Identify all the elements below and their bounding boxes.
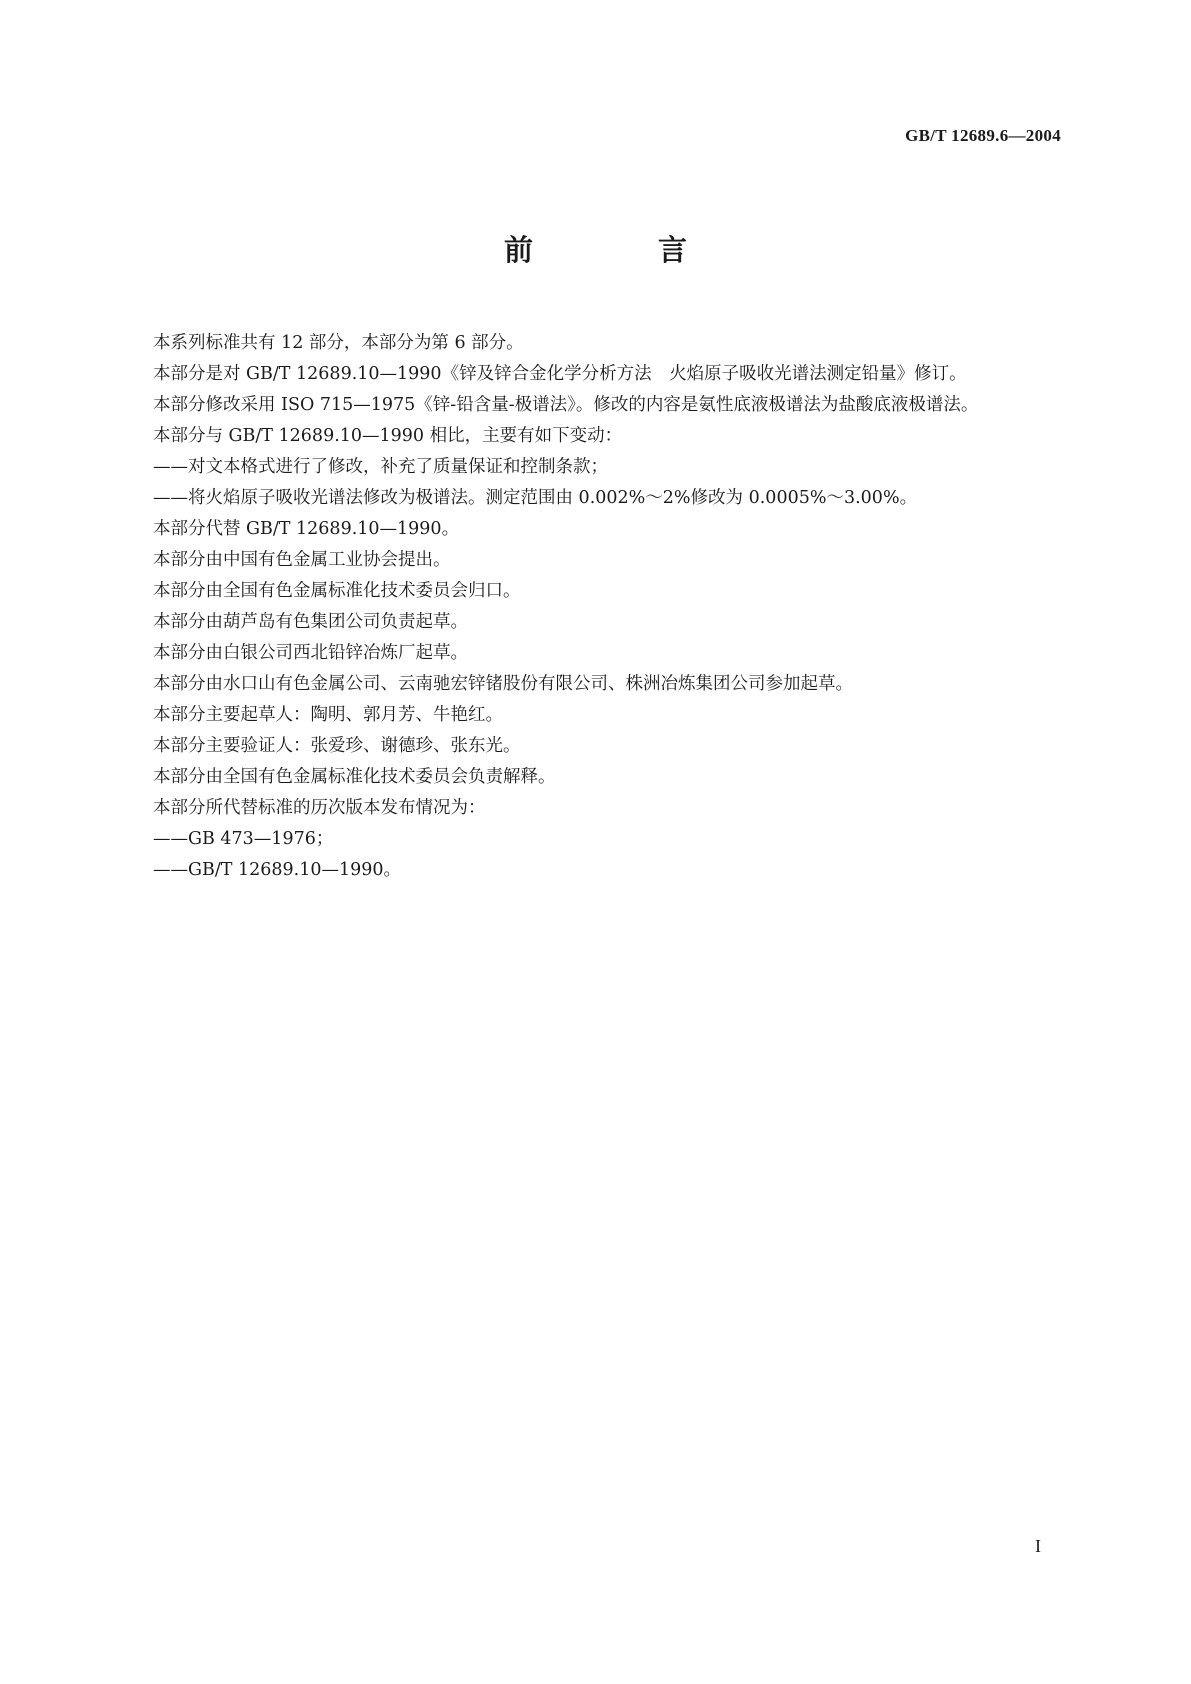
page-number: I xyxy=(1035,1536,1041,1556)
history-list-item: ——GB/T 12689.10—1990。 xyxy=(153,860,402,880)
paragraph: 本部分由白银公司西北铅锌冶炼厂起草。 xyxy=(153,643,468,663)
paragraph: 本部分代替 GB/T 12689.10—1990。 xyxy=(153,519,460,539)
paragraph: 本部分修改采用 ISO 715—1975《锌-铅含量-极谱法》。修改的内容是氨性底液极谱法为盐酸底液极谱法。 xyxy=(153,395,979,415)
change-list-item: ——将火焰原子吸收光谱法修改为极谱法。测定范围由 0.002%～2%修改为 0.0005%～3.00%。 xyxy=(153,488,918,508)
history-list-item: ——GB 473—1976； xyxy=(153,829,334,849)
paragraph: 本部分所代替标准的历次版本发布情况为： xyxy=(153,798,486,818)
paragraph: 本部分与 GB/T 12689.10—1990 相比，主要有如下变动： xyxy=(153,426,623,446)
paragraph: 本部分由全国有色金属标准化技术委员会归口。 xyxy=(153,581,521,601)
paragraph: 本部分由水口山有色金属公司、云南驰宏锌锗股份有限公司、株洲冶炼集团公司参加起草。 xyxy=(153,674,853,694)
foreword-body xyxy=(118,328,1066,886)
page-title: 前 言 xyxy=(503,233,735,267)
paragraph: 本系列标准共有 12 部分，本部分为第 6 部分。 xyxy=(153,333,524,353)
standard-number: GB/T 12689.6—2004 xyxy=(905,126,1061,145)
paragraph: 本部分是对 GB/T 12689.10—1990《锌及锌合金化学分析方法 火焰原子吸收光谱法测定铅量》修订。 xyxy=(153,364,967,384)
paragraph: 本部分由葫芦岛有色集团公司负责起草。 xyxy=(153,612,468,632)
change-list-item: ——对文本格式进行了修改，补充了质量保证和控制条款； xyxy=(153,457,608,477)
paragraph: 本部分由全国有色金属标准化技术委员会负责解释。 xyxy=(153,767,556,787)
paragraph: 本部分主要验证人：张爱珍、谢德珍、张东光。 xyxy=(153,736,521,756)
paragraph: 本部分由中国有色金属工业协会提出。 xyxy=(153,550,451,570)
paragraph: 本部分主要起草人：陶明、郭月芳、牛艳红。 xyxy=(153,705,503,725)
